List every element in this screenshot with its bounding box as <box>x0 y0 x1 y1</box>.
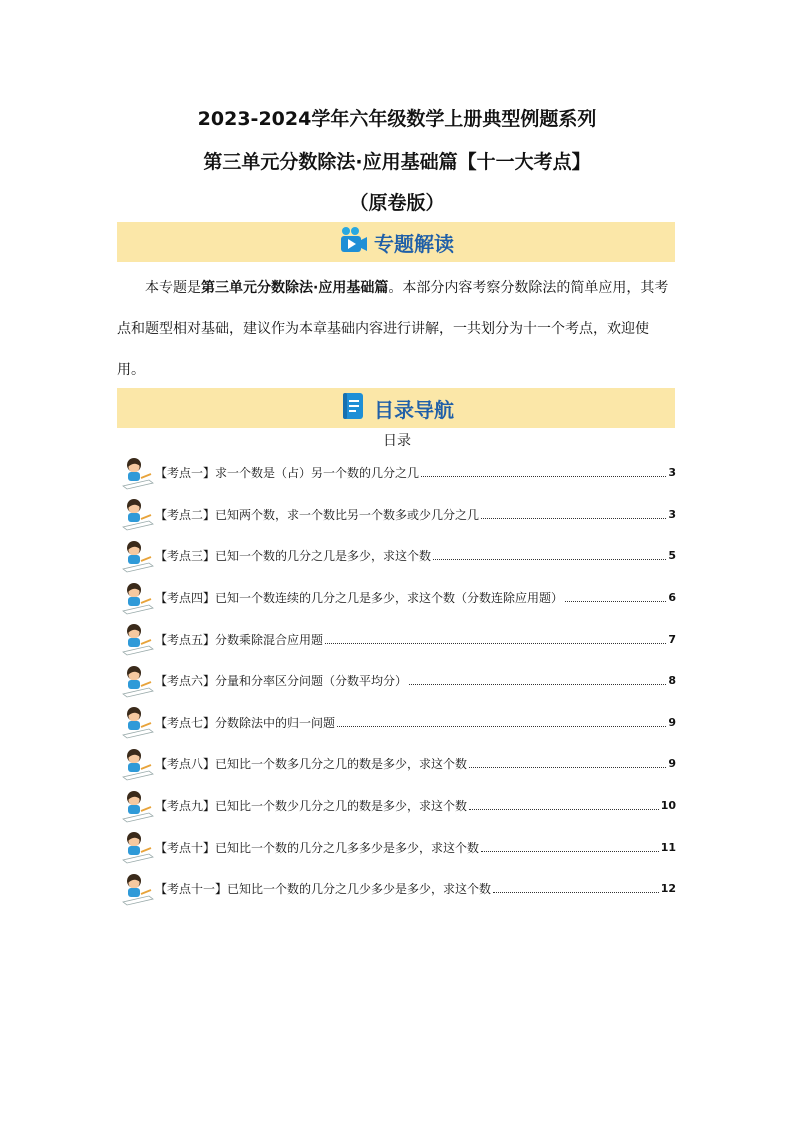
toc-item-label: 【考点八】已知比一个数多几分之几的数是多少，求这个数 <box>155 757 468 772</box>
student-writing-icon <box>121 622 155 656</box>
document-title-line2: 第三单元分数除法·应用基础篇【十一大考点】 <box>203 151 591 173</box>
toc-item-label: 【考点九】已知比一个数少几分之几的数是多少，求这个数 <box>155 799 468 814</box>
student-writing-icon <box>121 705 155 739</box>
book-icon <box>338 391 368 425</box>
student-writing-icon <box>121 747 155 781</box>
toc-item[interactable] <box>121 535 676 577</box>
toc-leader-dots <box>469 809 659 810</box>
toc-page-number: 3 <box>668 507 676 521</box>
student-writing-icon <box>121 872 155 906</box>
document-title-line3: （原卷版） <box>349 192 445 214</box>
intro-bold: 第三单元分数除法·应用基础篇 <box>201 280 389 296</box>
toc-item-label: 【考点三】已知一个数的几分之几是多少，求这个数 <box>155 549 432 564</box>
toc-item[interactable] <box>121 660 676 702</box>
table-of-contents <box>121 452 676 910</box>
toc-page-number: 11 <box>660 840 676 854</box>
intro-banner <box>117 222 675 262</box>
toc-leader-dots <box>337 726 666 727</box>
student-writing-icon <box>121 539 155 573</box>
toc-item-label: 【考点五】分数乘除混合应用题 <box>155 632 324 647</box>
intro-paragraph <box>117 268 675 391</box>
toc-item-label: 【考点六】分量和分率区分问题（分数平均分） <box>155 674 408 689</box>
toc-leader-dots <box>409 684 666 685</box>
toc-item-label: 【考点四】已知一个数连续的几分之几是多少，求这个数（分数连除应用题） <box>155 591 564 606</box>
intro-banner-title: 专题解读 <box>374 231 454 256</box>
student-writing-icon <box>121 830 155 864</box>
toc-leader-dots <box>325 643 666 644</box>
intro-lead: 本专题是 <box>145 280 201 296</box>
toc-page-number: 9 <box>668 715 676 729</box>
toc-item-label: 【考点十】已知比一个数的几分之几多多少是多少，求这个数 <box>155 840 480 855</box>
toc-item[interactable] <box>121 785 676 827</box>
toc-leader-dots <box>481 851 659 852</box>
toc-page-number: 7 <box>668 632 676 646</box>
toc-leader-dots <box>469 767 666 768</box>
toc-item[interactable] <box>121 826 676 868</box>
student-writing-icon <box>121 789 155 823</box>
student-writing-icon <box>121 497 155 531</box>
toc-item[interactable] <box>121 618 676 660</box>
toc-leader-dots <box>481 518 666 519</box>
student-writing-icon <box>121 664 155 698</box>
toc-page-number: 8 <box>668 674 676 688</box>
toc-page-number: 6 <box>668 591 676 605</box>
toc-page-number: 10 <box>660 799 676 813</box>
toc-page-number: 9 <box>668 757 676 771</box>
toc-item-label: 【考点十一】已知比一个数的几分之几少多少是多少，求这个数 <box>155 882 492 897</box>
toc-page-number: 5 <box>668 549 676 563</box>
toc-item-label: 【考点二】已知两个数，求一个数比另一个数多或少几分之几 <box>155 507 480 522</box>
intro-rest: 。本部分内容考察分数除法的简单应用，其考点和题型相对基础，建议作为本章基础内容进行讲解，一共划分为十一个考点，欢迎使用。 <box>117 280 669 378</box>
toc-heading: 日录 <box>383 433 411 449</box>
toc-leader-dots <box>421 476 666 477</box>
video-camera-icon <box>338 225 368 259</box>
student-writing-icon <box>121 456 155 490</box>
toc-item[interactable] <box>121 868 676 910</box>
toc-item[interactable] <box>121 494 676 536</box>
toc-leader-dots <box>493 892 659 893</box>
student-writing-icon <box>121 581 155 615</box>
toc-page-number: 12 <box>660 882 676 896</box>
toc-item[interactable] <box>121 702 676 744</box>
toc-leader-dots <box>565 601 666 602</box>
toc-item[interactable] <box>121 577 676 619</box>
nav-banner <box>117 388 675 428</box>
toc-item-label: 【考点七】分数除法中的归一问题 <box>155 715 336 730</box>
toc-page-number: 3 <box>668 466 676 480</box>
toc-leader-dots <box>433 559 666 560</box>
toc-item[interactable] <box>121 452 676 494</box>
toc-item[interactable] <box>121 743 676 785</box>
document-title-line1: 2023-2024学年六年级数学上册典型例题系列 <box>197 108 597 130</box>
toc-item-label: 【考点一】求一个数是（占）另一个数的几分之几 <box>155 466 420 481</box>
nav-banner-title: 目录导航 <box>374 397 454 422</box>
